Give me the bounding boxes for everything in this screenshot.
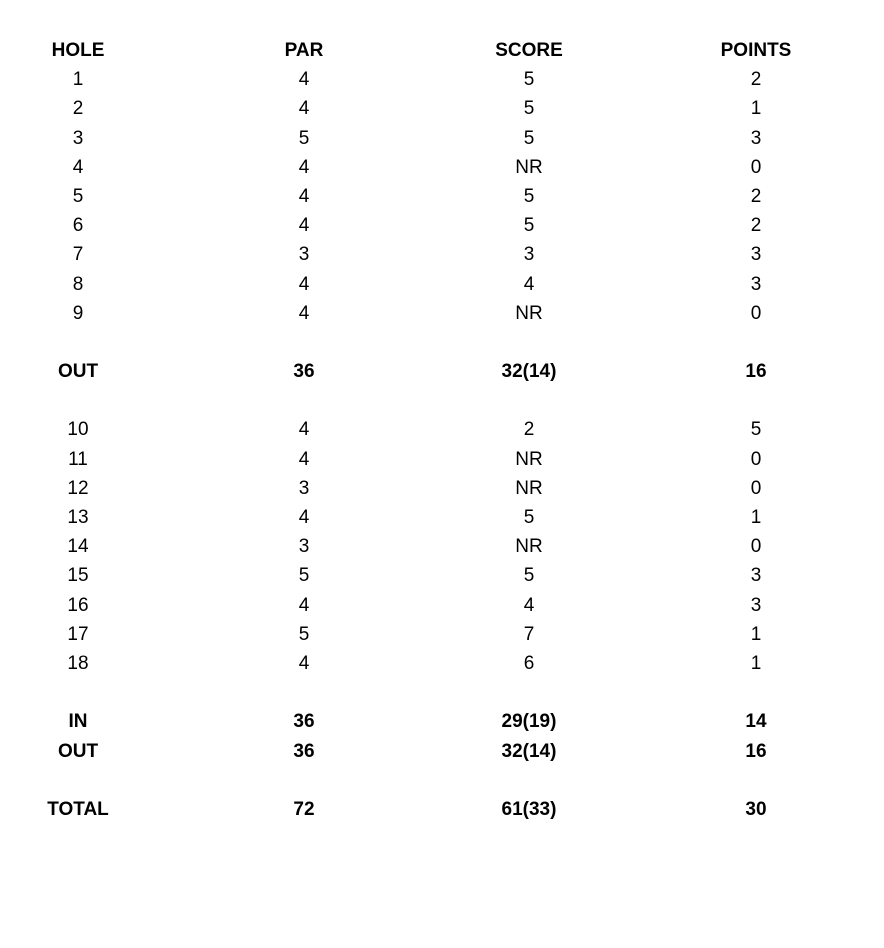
hole-points-cell: 0 [750, 477, 762, 499]
hole-score-cell: NR [515, 156, 543, 178]
hole-row [0, 153, 884, 182]
hole-par-cell: 4 [298, 215, 310, 237]
hole-hole-cell: 8 [72, 273, 84, 295]
summary-in-points: 14 [745, 711, 767, 733]
hole-points-cell: 1 [750, 507, 762, 528]
hole-score-cell: NR [515, 536, 543, 558]
hole-score-cell: 2 [523, 419, 535, 441]
hole-hole-cell: 16 [67, 594, 89, 616]
hole-row [0, 299, 884, 328]
hole-hole-cell: 10 [67, 419, 89, 441]
hole-points-cell: 5 [750, 419, 762, 441]
scorecard-table [0, 36, 884, 824]
hole-points-cell: 2 [750, 185, 762, 207]
hole-par-cell: 4 [298, 302, 310, 324]
hole-par-cell: 5 [298, 623, 310, 645]
spacer [0, 386, 884, 415]
hole-row [0, 649, 884, 678]
summary-out-score: 32(14) [501, 740, 557, 762]
hole-points-cell: 3 [750, 594, 762, 616]
spacer [0, 678, 884, 707]
hole-hole-cell: 11 [68, 448, 88, 470]
spacer [0, 766, 884, 795]
out-total-label: OUT [57, 361, 99, 383]
front-nine-rows [0, 65, 884, 328]
hole-hole-cell: 15 [67, 565, 89, 587]
hole-hole-cell: 4 [72, 156, 84, 178]
hole-row [0, 561, 884, 590]
out-total-points: 16 [745, 361, 767, 383]
hole-hole-cell: 6 [72, 215, 84, 237]
summary-total-label: TOTAL [47, 798, 109, 820]
hole-score-cell: 5 [523, 507, 535, 528]
hole-points-cell: 2 [750, 69, 762, 91]
hole-score-cell: NR [515, 448, 543, 470]
header-row [0, 36, 884, 65]
hole-par-cell: 4 [298, 652, 310, 674]
hole-points-cell: 0 [750, 448, 762, 470]
hole-score-cell: 5 [523, 127, 535, 149]
hole-points-cell: 3 [750, 273, 762, 295]
summary-total-score: 61(33) [501, 798, 557, 820]
hole-row [0, 620, 884, 649]
hole-row [0, 240, 884, 269]
hole-hole-cell: 3 [72, 127, 84, 149]
hole-row [0, 182, 884, 211]
hole-par-cell: 4 [298, 98, 310, 120]
hole-par-cell: 4 [298, 448, 310, 470]
out-total-par: 36 [293, 361, 315, 383]
summary-total-points: 30 [745, 798, 767, 820]
hole-hole-cell: 14 [67, 536, 89, 558]
hole-score-cell: 7 [523, 623, 535, 645]
summary-out-points: 16 [745, 740, 767, 762]
summary-out-label: OUT [57, 740, 99, 762]
hole-par-cell: 3 [298, 477, 310, 499]
hole-hole-cell: 7 [72, 244, 84, 266]
summary-in-score: 29(19) [501, 711, 557, 733]
summary-out-par: 36 [293, 740, 315, 762]
header-hole: HOLE [51, 40, 105, 61]
hole-row [0, 124, 884, 153]
hole-row [0, 445, 884, 474]
hole-score-cell: NR [515, 477, 543, 499]
summary-total-par: 72 [293, 798, 315, 820]
hole-score-cell: 5 [523, 565, 535, 587]
hole-hole-cell: 18 [67, 652, 89, 674]
hole-hole-cell: 5 [72, 185, 84, 207]
hole-par-cell: 4 [298, 594, 310, 616]
back-nine-rows [0, 415, 884, 678]
hole-hole-cell: 13 [67, 507, 89, 528]
out-total-score: 32(14) [501, 361, 557, 383]
hole-points-cell: 3 [750, 244, 762, 266]
hole-par-cell: 4 [298, 273, 310, 295]
hole-hole-cell: 12 [67, 477, 89, 499]
hole-row [0, 591, 884, 620]
hole-row [0, 94, 884, 123]
hole-score-cell: 6 [523, 652, 535, 674]
summary-out-row [0, 737, 884, 766]
header-score: SCORE [495, 40, 563, 61]
spacer [0, 328, 884, 357]
hole-hole-cell: 17 [67, 623, 89, 645]
hole-hole-cell: 9 [72, 302, 84, 324]
hole-par-cell: 3 [298, 244, 310, 266]
hole-score-cell: NR [515, 302, 543, 324]
hole-par-cell: 4 [298, 185, 310, 207]
hole-score-cell: 5 [523, 215, 535, 237]
summary-total-row [0, 795, 884, 824]
hole-hole-cell: 1 [72, 69, 84, 91]
summary-in-row [0, 707, 884, 736]
hole-score-cell: 3 [523, 244, 535, 266]
hole-score-cell: 5 [523, 69, 535, 91]
hole-score-cell: 4 [523, 273, 535, 295]
hole-par-cell: 5 [298, 127, 310, 149]
hole-row [0, 211, 884, 240]
hole-row [0, 474, 884, 503]
hole-row [0, 270, 884, 299]
summary-in-label: IN [68, 711, 88, 733]
header-points: POINTS [720, 40, 792, 61]
hole-points-cell: 0 [750, 302, 762, 324]
hole-row [0, 65, 884, 94]
hole-score-cell: 4 [523, 594, 535, 616]
hole-par-cell: 5 [298, 565, 310, 587]
hole-row [0, 503, 884, 532]
summary-in-par: 36 [293, 711, 315, 733]
hole-score-cell: 5 [523, 98, 535, 120]
hole-points-cell: 2 [750, 215, 762, 237]
hole-points-cell: 1 [750, 623, 762, 645]
hole-points-cell: 0 [750, 536, 762, 558]
hole-points-cell: 1 [750, 98, 762, 120]
hole-row [0, 415, 884, 444]
hole-score-cell: 5 [523, 185, 535, 207]
hole-par-cell: 4 [298, 156, 310, 178]
hole-par-cell: 3 [298, 536, 310, 558]
hole-points-cell: 0 [750, 156, 762, 178]
hole-points-cell: 1 [750, 652, 762, 674]
hole-par-cell: 4 [298, 507, 310, 528]
hole-par-cell: 4 [298, 419, 310, 441]
out-total-row [0, 357, 884, 386]
hole-row [0, 532, 884, 561]
hole-points-cell: 3 [750, 127, 762, 149]
header-par: PAR [284, 40, 324, 61]
hole-par-cell: 4 [298, 69, 310, 91]
hole-points-cell: 3 [750, 565, 762, 587]
hole-hole-cell: 2 [72, 98, 84, 120]
